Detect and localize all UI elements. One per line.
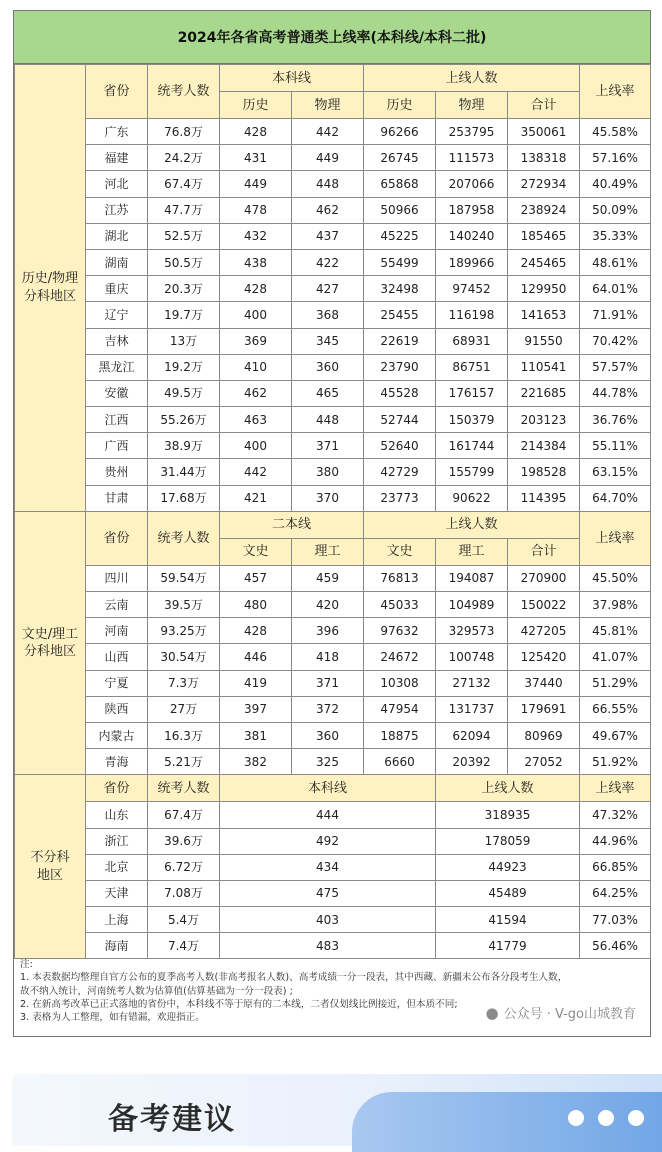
table-row xyxy=(15,328,651,354)
value-cell: 422 xyxy=(292,249,364,275)
table-row xyxy=(15,880,651,906)
value-cell: 44923 xyxy=(436,854,580,880)
value-cell: 111573 xyxy=(436,145,508,171)
value-cell: 492 xyxy=(220,828,436,854)
value-cell: 44.96% xyxy=(580,828,651,854)
value-cell: 49.5万 xyxy=(148,380,220,406)
value-cell: 10308 xyxy=(364,670,436,696)
note-line: 2. 在新高考改革已正式落地的省份中，本科线不等于原有的二本线，二者仅划线比例接近，但本质不同; xyxy=(20,998,458,1010)
value-cell: 39.6万 xyxy=(148,828,220,854)
value-cell: 129950 xyxy=(508,276,580,302)
value-cell: 90622 xyxy=(436,485,508,511)
value-cell: 427205 xyxy=(508,618,580,644)
value-cell: 221685 xyxy=(508,380,580,406)
province-cell: 安徽 xyxy=(86,380,148,406)
header-sub: 历史 xyxy=(220,92,292,119)
table-row xyxy=(15,828,651,854)
province-cell: 浙江 xyxy=(86,828,148,854)
province-cell: 湖北 xyxy=(86,223,148,249)
value-cell: 55499 xyxy=(364,249,436,275)
value-cell: 45489 xyxy=(436,880,580,906)
table-row xyxy=(15,249,651,275)
header-line: 本科线 xyxy=(220,65,364,92)
value-cell: 27万 xyxy=(148,696,220,722)
value-cell: 37.98% xyxy=(580,592,651,618)
value-cell: 207066 xyxy=(436,171,508,197)
note-line: 3. 表格为人工整理，如有错漏，欢迎指正。 xyxy=(20,1012,205,1024)
header-count: 上线人数 xyxy=(364,511,580,538)
province-cell: 贵州 xyxy=(86,459,148,485)
value-cell: 400 xyxy=(220,433,292,459)
value-cell: 38.9万 xyxy=(148,433,220,459)
value-cell: 270900 xyxy=(508,565,580,591)
value-cell: 381 xyxy=(220,722,292,748)
province-cell: 江苏 xyxy=(86,197,148,223)
value-cell: 64.70% xyxy=(580,485,651,511)
value-cell: 52640 xyxy=(364,433,436,459)
table-row xyxy=(15,145,651,171)
header-line: 本科线 xyxy=(220,775,436,802)
value-cell: 421 xyxy=(220,485,292,511)
province-cell: 山西 xyxy=(86,644,148,670)
value-cell: 24672 xyxy=(364,644,436,670)
value-cell: 55.11% xyxy=(580,433,651,459)
value-cell: 27132 xyxy=(436,670,508,696)
value-cell: 428 xyxy=(220,119,292,145)
value-cell: 62094 xyxy=(436,722,508,748)
value-cell: 57.57% xyxy=(580,354,651,380)
value-cell: 35.33% xyxy=(580,223,651,249)
table-row xyxy=(15,433,651,459)
value-cell: 47.7万 xyxy=(148,197,220,223)
province-cell: 陕西 xyxy=(86,696,148,722)
value-cell: 31.44万 xyxy=(148,459,220,485)
value-cell: 150379 xyxy=(436,407,508,433)
value-cell: 50.09% xyxy=(580,197,651,223)
value-cell: 6.72万 xyxy=(148,854,220,880)
value-cell: 66.85% xyxy=(580,854,651,880)
header-rate: 上线率 xyxy=(580,65,651,119)
value-cell: 403 xyxy=(220,907,436,933)
value-cell: 442 xyxy=(220,459,292,485)
province-cell: 江西 xyxy=(86,407,148,433)
header-count: 上线人数 xyxy=(364,65,580,92)
value-cell: 42729 xyxy=(364,459,436,485)
value-cell: 51.29% xyxy=(580,670,651,696)
value-cell: 59.54万 xyxy=(148,565,220,591)
value-cell: 39.5万 xyxy=(148,592,220,618)
value-cell: 449 xyxy=(292,145,364,171)
header-examinees: 统考人数 xyxy=(148,511,220,565)
province-cell: 上海 xyxy=(86,907,148,933)
value-cell: 140240 xyxy=(436,223,508,249)
value-cell: 382 xyxy=(220,749,292,775)
table-row xyxy=(15,592,651,618)
value-cell: 47954 xyxy=(364,696,436,722)
value-cell: 369 xyxy=(220,328,292,354)
value-cell: 64.01% xyxy=(580,276,651,302)
table-row xyxy=(15,171,651,197)
value-cell: 104989 xyxy=(436,592,508,618)
table-row xyxy=(15,670,651,696)
header-sub: 历史 xyxy=(364,92,436,119)
province-cell: 湖南 xyxy=(86,249,148,275)
header-rate: 上线率 xyxy=(580,511,651,565)
table-row xyxy=(15,407,651,433)
value-cell: 428 xyxy=(220,276,292,302)
value-cell: 325 xyxy=(292,749,364,775)
province-cell: 宁夏 xyxy=(86,670,148,696)
value-cell: 6660 xyxy=(364,749,436,775)
value-cell: 45.58% xyxy=(580,119,651,145)
value-cell: 100748 xyxy=(436,644,508,670)
table-row xyxy=(15,223,651,249)
province-cell: 广西 xyxy=(86,433,148,459)
value-cell: 76.8万 xyxy=(148,119,220,145)
value-cell: 380 xyxy=(292,459,364,485)
value-cell: 457 xyxy=(220,565,292,591)
value-cell: 80969 xyxy=(508,722,580,748)
value-cell: 67.4万 xyxy=(148,171,220,197)
value-cell: 368 xyxy=(292,302,364,328)
value-cell: 462 xyxy=(292,197,364,223)
table-row xyxy=(15,485,651,511)
value-cell: 141653 xyxy=(508,302,580,328)
value-cell: 360 xyxy=(292,722,364,748)
value-cell: 7.3万 xyxy=(148,670,220,696)
value-cell: 23790 xyxy=(364,354,436,380)
value-cell: 5.4万 xyxy=(148,907,220,933)
table-row xyxy=(15,565,651,591)
header-row xyxy=(15,511,651,538)
value-cell: 446 xyxy=(220,644,292,670)
value-cell: 161744 xyxy=(436,433,508,459)
value-cell: 51.92% xyxy=(580,749,651,775)
table-row xyxy=(15,907,651,933)
value-cell: 431 xyxy=(220,145,292,171)
table-row xyxy=(15,696,651,722)
value-cell: 448 xyxy=(292,407,364,433)
value-cell: 371 xyxy=(292,433,364,459)
value-cell: 189966 xyxy=(436,249,508,275)
value-cell: 13万 xyxy=(148,328,220,354)
value-cell: 77.03% xyxy=(580,907,651,933)
province-cell: 四川 xyxy=(86,565,148,591)
header-province: 省份 xyxy=(86,511,148,565)
value-cell: 238924 xyxy=(508,197,580,223)
value-cell: 93.25万 xyxy=(148,618,220,644)
note-line: 注: xyxy=(20,959,33,970)
header-count: 上线人数 xyxy=(436,775,580,802)
value-cell: 131737 xyxy=(436,696,508,722)
value-cell: 371 xyxy=(292,670,364,696)
value-cell: 26745 xyxy=(364,145,436,171)
value-cell: 44.78% xyxy=(580,380,651,406)
value-cell: 318935 xyxy=(436,802,580,828)
value-cell: 50.5万 xyxy=(148,249,220,275)
table-row xyxy=(15,459,651,485)
value-cell: 91550 xyxy=(508,328,580,354)
table-row xyxy=(15,749,651,775)
value-cell: 345 xyxy=(292,328,364,354)
region-label: 不分科 地区 xyxy=(15,775,86,959)
value-cell: 20.3万 xyxy=(148,276,220,302)
value-cell: 52744 xyxy=(364,407,436,433)
value-cell: 97632 xyxy=(364,618,436,644)
table-row xyxy=(15,380,651,406)
value-cell: 30.54万 xyxy=(148,644,220,670)
value-cell: 116198 xyxy=(436,302,508,328)
value-cell: 372 xyxy=(292,696,364,722)
header-sub: 物理 xyxy=(436,92,508,119)
header-total: 合计 xyxy=(508,92,580,119)
value-cell: 478 xyxy=(220,197,292,223)
value-cell: 198528 xyxy=(508,459,580,485)
value-cell: 36.76% xyxy=(580,407,651,433)
value-cell: 56.46% xyxy=(580,933,651,959)
value-cell: 418 xyxy=(292,644,364,670)
value-cell: 483 xyxy=(220,933,436,959)
value-cell: 17.68万 xyxy=(148,485,220,511)
value-cell: 45528 xyxy=(364,380,436,406)
value-cell: 65868 xyxy=(364,171,436,197)
table-title: 2024年各省高考普通类上线率(本科线/本科二批) xyxy=(14,11,650,64)
province-cell: 海南 xyxy=(86,933,148,959)
province-cell: 黑龙江 xyxy=(86,354,148,380)
header-row xyxy=(15,775,651,802)
value-cell: 110541 xyxy=(508,354,580,380)
value-cell: 27052 xyxy=(508,749,580,775)
province-cell: 甘肃 xyxy=(86,485,148,511)
watermark-text: 公众号 · V-go山城教育 xyxy=(503,1007,636,1022)
value-cell: 76813 xyxy=(364,565,436,591)
watermark xyxy=(485,1003,636,1022)
value-cell: 465 xyxy=(292,380,364,406)
value-cell: 23773 xyxy=(364,485,436,511)
value-cell: 47.32% xyxy=(580,802,651,828)
value-cell: 150022 xyxy=(508,592,580,618)
header-sub: 理工 xyxy=(292,538,364,565)
value-cell: 155799 xyxy=(436,459,508,485)
value-cell: 41779 xyxy=(436,933,580,959)
value-cell: 52.5万 xyxy=(148,223,220,249)
value-cell: 57.16% xyxy=(580,145,651,171)
value-cell: 442 xyxy=(292,119,364,145)
value-cell: 350061 xyxy=(508,119,580,145)
note-line: 1. 本表数据均整理自官方公布的夏季高考人数(非高考报名人数)、高考成绩一分一段表，其中西藏、新疆未公布各分段考生人数， xyxy=(20,972,568,984)
value-cell: 45.50% xyxy=(580,565,651,591)
value-cell: 462 xyxy=(220,380,292,406)
province-cell: 吉林 xyxy=(86,328,148,354)
value-cell: 25455 xyxy=(364,302,436,328)
value-cell: 114395 xyxy=(508,485,580,511)
value-cell: 41594 xyxy=(436,907,580,933)
value-cell: 475 xyxy=(220,880,436,906)
value-cell: 437 xyxy=(292,223,364,249)
value-cell: 45033 xyxy=(364,592,436,618)
value-cell: 410 xyxy=(220,354,292,380)
header-row xyxy=(15,65,651,92)
table-row xyxy=(15,119,651,145)
table-row xyxy=(15,354,651,380)
value-cell: 18875 xyxy=(364,722,436,748)
value-cell: 214384 xyxy=(508,433,580,459)
banner-accent-shape xyxy=(352,1092,662,1152)
value-cell: 97452 xyxy=(436,276,508,302)
value-cell: 463 xyxy=(220,407,292,433)
value-cell: 45225 xyxy=(364,223,436,249)
header-sub: 文史 xyxy=(364,538,436,565)
value-cell: 68931 xyxy=(436,328,508,354)
banner-title: 备考建议 xyxy=(108,1102,236,1137)
value-cell: 480 xyxy=(220,592,292,618)
region-label: 历史/物理 分科地区 xyxy=(15,65,86,512)
table-row xyxy=(15,302,651,328)
value-cell: 438 xyxy=(220,249,292,275)
province-cell: 内蒙古 xyxy=(86,722,148,748)
province-cell: 山东 xyxy=(86,802,148,828)
header-sub: 理工 xyxy=(436,538,508,565)
value-cell: 178059 xyxy=(436,828,580,854)
value-cell: 48.61% xyxy=(580,249,651,275)
value-cell: 179691 xyxy=(508,696,580,722)
value-cell: 49.67% xyxy=(580,722,651,748)
value-cell: 64.25% xyxy=(580,880,651,906)
value-cell: 397 xyxy=(220,696,292,722)
province-cell: 河南 xyxy=(86,618,148,644)
province-cell: 辽宁 xyxy=(86,302,148,328)
value-cell: 19.7万 xyxy=(148,302,220,328)
wechat-icon: ● xyxy=(485,1003,499,1022)
value-cell: 22619 xyxy=(364,328,436,354)
admission-rate-table xyxy=(14,64,651,959)
value-cell: 20392 xyxy=(436,749,508,775)
table-row xyxy=(15,802,651,828)
header-total: 合计 xyxy=(508,538,580,565)
value-cell: 55.26万 xyxy=(148,407,220,433)
value-cell: 176157 xyxy=(436,380,508,406)
value-cell: 7.08万 xyxy=(148,880,220,906)
value-cell: 187958 xyxy=(436,197,508,223)
value-cell: 428 xyxy=(220,618,292,644)
value-cell: 5.21万 xyxy=(148,749,220,775)
value-cell: 41.07% xyxy=(580,644,651,670)
value-cell: 253795 xyxy=(436,119,508,145)
value-cell: 370 xyxy=(292,485,364,511)
header-sub: 文史 xyxy=(220,538,292,565)
value-cell: 86751 xyxy=(436,354,508,380)
table-row xyxy=(15,854,651,880)
value-cell: 427 xyxy=(292,276,364,302)
province-cell: 河北 xyxy=(86,171,148,197)
table-row xyxy=(15,644,651,670)
value-cell: 16.3万 xyxy=(148,722,220,748)
value-cell: 50966 xyxy=(364,197,436,223)
value-cell: 66.55% xyxy=(580,696,651,722)
header-province: 省份 xyxy=(86,775,148,802)
value-cell: 459 xyxy=(292,565,364,591)
value-cell: 396 xyxy=(292,618,364,644)
value-cell: 19.2万 xyxy=(148,354,220,380)
value-cell: 71.91% xyxy=(580,302,651,328)
header-sub: 物理 xyxy=(292,92,364,119)
value-cell: 400 xyxy=(220,302,292,328)
banner xyxy=(12,1074,662,1146)
region-label: 文史/理工 分科地区 xyxy=(15,511,86,775)
value-cell: 96266 xyxy=(364,119,436,145)
value-cell: 434 xyxy=(220,854,436,880)
value-cell: 272934 xyxy=(508,171,580,197)
header-province: 省份 xyxy=(86,65,148,119)
note-line: 故不纳入统计，河南统考人数为估算值(估算基础为一分一段表) ; xyxy=(20,985,293,997)
value-cell: 444 xyxy=(220,802,436,828)
province-cell: 云南 xyxy=(86,592,148,618)
value-cell: 448 xyxy=(292,171,364,197)
province-cell: 北京 xyxy=(86,854,148,880)
value-cell: 245465 xyxy=(508,249,580,275)
value-cell: 449 xyxy=(220,171,292,197)
province-cell: 福建 xyxy=(86,145,148,171)
header-examinees: 统考人数 xyxy=(148,65,220,119)
value-cell: 432 xyxy=(220,223,292,249)
header-line: 二本线 xyxy=(220,511,364,538)
province-cell: 广东 xyxy=(86,119,148,145)
value-cell: 32498 xyxy=(364,276,436,302)
value-cell: 194087 xyxy=(436,565,508,591)
value-cell: 420 xyxy=(292,592,364,618)
value-cell: 40.49% xyxy=(580,171,651,197)
province-cell: 天津 xyxy=(86,880,148,906)
score-table-sheet xyxy=(13,10,651,1037)
value-cell: 125420 xyxy=(508,644,580,670)
value-cell: 203123 xyxy=(508,407,580,433)
header-examinees: 统考人数 xyxy=(148,775,220,802)
dot-icon xyxy=(568,1110,584,1126)
value-cell: 419 xyxy=(220,670,292,696)
value-cell: 185465 xyxy=(508,223,580,249)
table-row xyxy=(15,197,651,223)
table-row xyxy=(15,618,651,644)
value-cell: 63.15% xyxy=(580,459,651,485)
value-cell: 37440 xyxy=(508,670,580,696)
header-rate: 上线率 xyxy=(580,775,651,802)
table-row xyxy=(15,276,651,302)
value-cell: 24.2万 xyxy=(148,145,220,171)
value-cell: 70.42% xyxy=(580,328,651,354)
table-row xyxy=(15,722,651,748)
value-cell: 7.4万 xyxy=(148,933,220,959)
province-cell: 青海 xyxy=(86,749,148,775)
value-cell: 45.81% xyxy=(580,618,651,644)
dot-icon xyxy=(598,1110,614,1126)
dot-icon xyxy=(628,1110,644,1126)
value-cell: 329573 xyxy=(436,618,508,644)
value-cell: 67.4万 xyxy=(148,802,220,828)
value-cell: 138318 xyxy=(508,145,580,171)
value-cell: 360 xyxy=(292,354,364,380)
province-cell: 重庆 xyxy=(86,276,148,302)
